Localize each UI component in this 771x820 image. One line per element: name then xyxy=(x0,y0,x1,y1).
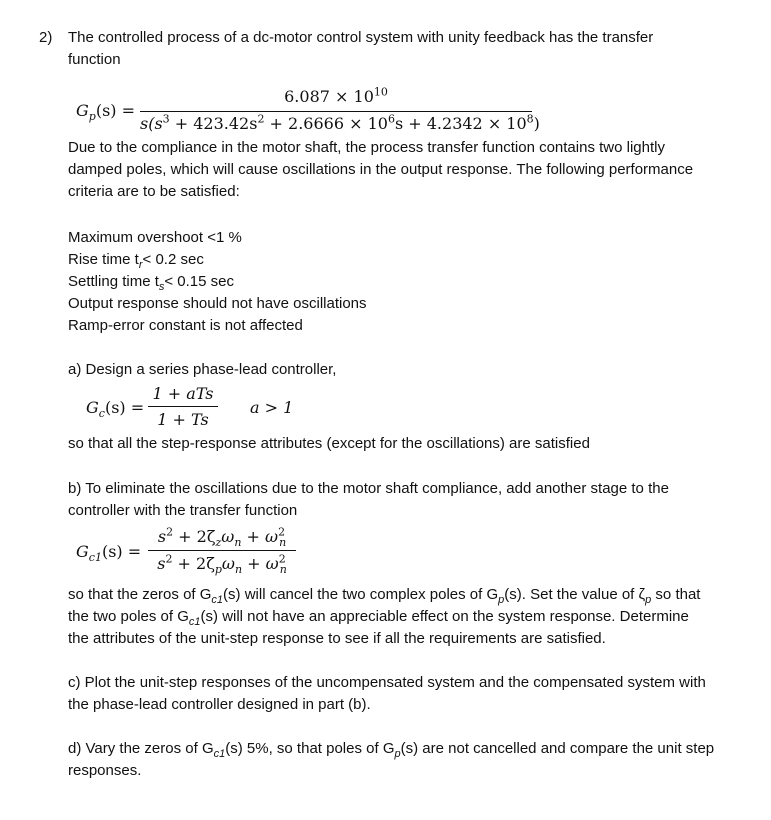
gc-fraction-bar xyxy=(148,406,218,407)
gc1-denominator: $s^2 + 2\zeta_p\omega_n + \omega^2_n$ xyxy=(157,552,287,577)
gc1-equation-label: $G_{c1}(s)$ = xyxy=(76,542,142,565)
gc-numerator: 1 + aTs xyxy=(152,384,214,403)
part-b-after-line-2: the two poles of $G_{c1}(s)$ will not have an appreciable effect on the system response. Determine xyxy=(68,608,689,628)
gc-equation-label: $G_c(s)$ = xyxy=(86,398,145,421)
criterion-settling-time: Settling time $t_s< 0.15$ sec xyxy=(68,273,235,293)
compliance-line-1: Due to the compliance in the motor shaft, the process transfer function contains two lightly xyxy=(68,139,665,156)
part-b-after-line-3: the attributes of the unit-step response to see if all the requirements are satisfied. xyxy=(68,630,606,647)
intro-line-1: The controlled process of a dc-motor control system with unity feedback has the transfer xyxy=(68,29,654,46)
gp-numerator: $6.087 \times 10^{10}$ xyxy=(284,85,388,106)
part-c-line-2: the phase-lead controller designed in part (b). xyxy=(68,696,371,713)
criterion-ramp-error: Ramp-error constant is not affected xyxy=(68,317,303,334)
gc-condition: a > 1 xyxy=(250,398,294,417)
intro-line-2: function xyxy=(68,51,121,68)
compliance-line-3: criteria are to be satisfied: xyxy=(68,183,240,200)
gp-denominator: $s(s^3 + 423.42s^2 + 2.6666 \times 10^6s + 4.2342 \times 10^8)$ xyxy=(140,112,540,133)
gp-fraction-bar xyxy=(140,111,532,112)
compliance-line-2: damped poles, which will cause oscillations in the output response. The following performance xyxy=(68,161,694,178)
part-b-line-1: b) To eliminate the oscillations due to the motor shaft compliance, add another stage to the xyxy=(68,480,669,497)
criterion-overshoot: Maximum overshoot <1 % xyxy=(68,229,242,246)
part-a-after: so that all the step-response attributes (except for the oscillations) are satisfied xyxy=(68,435,590,452)
part-c-line-1: c) Plot the unit-step responses of the uncompensated system and the compensated system with xyxy=(68,674,706,691)
part-b-after-line-1: so that the zeros of $G_{c1}(s)$ will cancel the two complex poles of $G_p(s)$. Set the value of $\zeta_p$ so that xyxy=(68,586,701,606)
part-d-line-2: responses. xyxy=(68,762,142,779)
part-a-text: a) Design a series phase-lead controller, xyxy=(68,361,337,378)
criterion-no-oscillation: Output response should not have oscillations xyxy=(68,295,367,312)
part-d-line-1: d) Vary the zeros of $G_{c1}(s)$ 5%, so that poles of $G_p(s)$ are not cancelled and compare the unit step xyxy=(68,740,715,760)
gc1-numerator: $s^2 + 2\zeta_z\omega_n + \omega^2_n$ xyxy=(157,525,287,550)
gc1-fraction-bar xyxy=(148,550,296,551)
part-b-line-2: controller with the transfer function xyxy=(68,502,298,519)
gp-equation-label: $G_p(s)$ = xyxy=(76,101,136,124)
gc-denominator: 1 + Ts xyxy=(157,410,209,429)
criterion-rise-time: Rise time $t_r< 0.2$ sec xyxy=(68,251,204,271)
problem-number: 2) xyxy=(39,29,53,46)
